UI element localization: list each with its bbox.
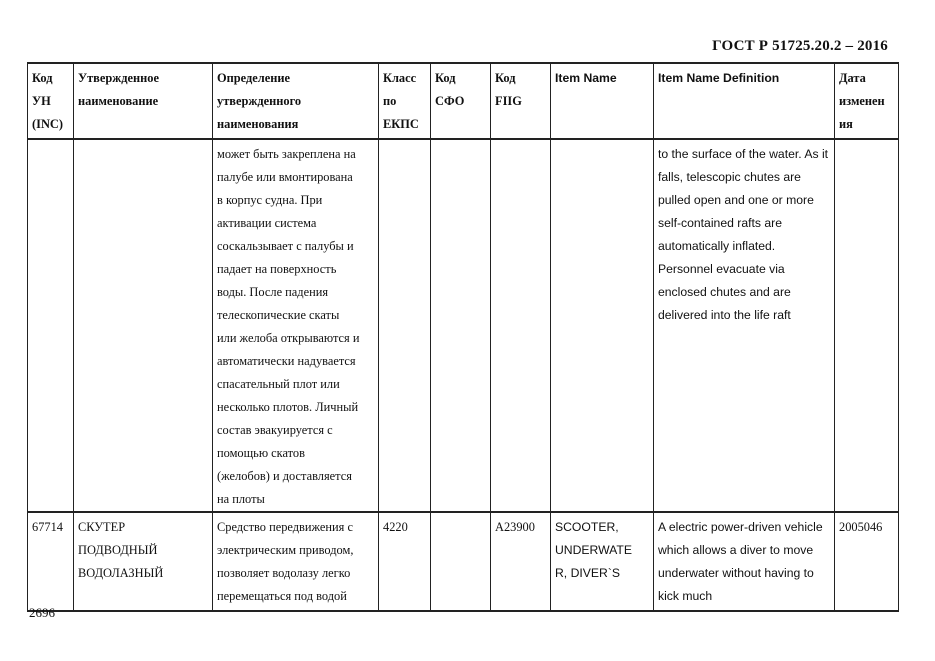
cell-fiig: A23900 (491, 512, 551, 611)
cell-sfo (431, 139, 491, 512)
col-header-fiig: Код FIIG (491, 63, 551, 139)
col-header-item-name: Item Name (551, 63, 654, 139)
table-row (28, 512, 899, 611)
cell-item-name (551, 139, 654, 512)
catalog-table (27, 62, 899, 612)
cell-approved-name (74, 139, 213, 512)
col-header-date: Дата изменен ия (835, 63, 899, 139)
cell-definition: Средство передвижения с электрическим приводом, позволяет водолазу легко перемещаться под водой (213, 512, 379, 611)
cell-item-definition: A electric power-driven vehicle which allows a diver to move underwater without having to kick much (654, 512, 835, 611)
cell-item-name: SCOOTER, UNDERWATE R, DIVER`S (551, 512, 654, 611)
cell-approved-name: СКУТЕР ПОДВОДНЫЙ ВОДОЛАЗНЫЙ (74, 512, 213, 611)
col-header-approved-name: Утвержденное наименование (74, 63, 213, 139)
cell-sfo (431, 512, 491, 611)
table-header-row (28, 63, 899, 139)
cell-date: 2005046 (835, 512, 899, 611)
col-header-inc: Код УН (INC) (28, 63, 74, 139)
document-standard-header: ГОСТ Р 51725.20.2 – 2016 (712, 38, 888, 54)
col-header-class: Класс по ЕКПС (379, 63, 431, 139)
cell-inc (28, 139, 74, 512)
cell-fiig (491, 139, 551, 512)
cell-item-definition: to the surface of the water. As it falls, telescopic chutes are pulled open and one or more self-contained rafts are automatically inflated. Personnel evacuate via enclosed chutes and are delivered into the life raft (654, 139, 835, 512)
col-header-definition: Определение утвержденного наименования (213, 63, 379, 139)
page-number: 2696 (29, 605, 55, 620)
cell-class: 4220 (379, 512, 431, 611)
cell-inc: 67714 (28, 512, 74, 611)
cell-class (379, 139, 431, 512)
cell-date (835, 139, 899, 512)
col-header-item-definition: Item Name Definition (654, 63, 835, 139)
table-row (28, 139, 899, 512)
cell-definition: может быть закреплена на палубе или вмонтирована в корпус судна. При активации система соскальзывает с палубы и падает на поверхность воды. После падения телескопические скаты или желоба открываются и автоматически надувается спасательный плот или несколько плотов. Личный состав эвакуируется с помощью скатов (желобов) и доставляется на плоты (213, 139, 379, 512)
col-header-sfo: Код СФО (431, 63, 491, 139)
